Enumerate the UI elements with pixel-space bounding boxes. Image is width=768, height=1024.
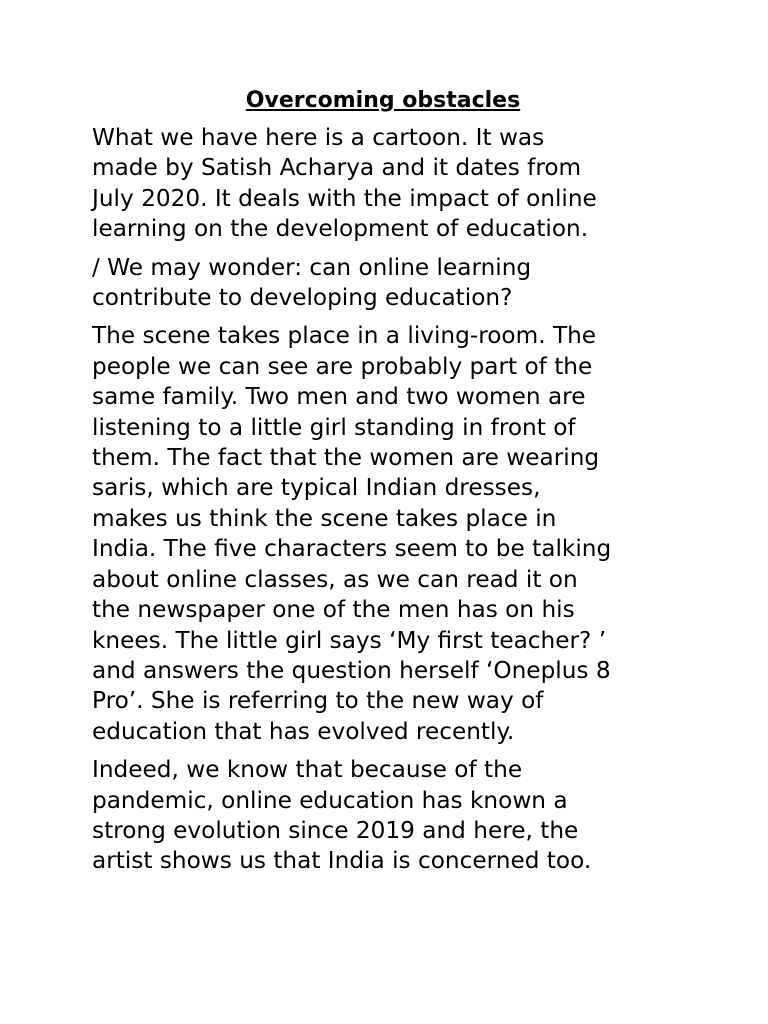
paragraph-introduction bbox=[92, 123, 682, 245]
text-line: pandemic, online education has known a bbox=[92, 786, 568, 814]
paragraph-context bbox=[92, 755, 682, 877]
text-line: listening to a little girl standing in front of bbox=[92, 413, 576, 441]
document-title: Overcoming obstacles bbox=[245, 88, 521, 113]
text-line: knees. The little girl says ‘My first teacher? ’ bbox=[92, 626, 607, 654]
text-line: people we can see are probably part of the bbox=[92, 352, 593, 380]
text-line: same family. Two men and two women are bbox=[92, 383, 586, 411]
text-line: artist shows us that India is concerned too. bbox=[92, 847, 592, 875]
text-line: about online classes, as we can read it on bbox=[92, 565, 578, 593]
text-line: Pro’. She is referring to the new way of bbox=[92, 687, 544, 715]
text-line: strong evolution since 2019 and here, the bbox=[92, 816, 579, 844]
text-line: India. The five characters seem to be talking bbox=[92, 535, 612, 563]
text-line: The scene takes place in a living-room. The bbox=[92, 322, 597, 350]
paragraph-question bbox=[92, 253, 682, 314]
text-line: What we have here is a cartoon. It was bbox=[92, 124, 545, 151]
text-line: made by Satish Acharya and it dates from bbox=[92, 154, 582, 182]
text-line: and answers the question herself ‘Oneplus 8 bbox=[92, 656, 611, 684]
text-line: them. The fact that the women are wearing bbox=[92, 444, 600, 472]
text-line: saris, which are typical Indian dresses, bbox=[92, 474, 541, 502]
document-page bbox=[92, 86, 682, 885]
text-line: Indeed, we know that because of the bbox=[92, 756, 523, 784]
text-line: education that has evolved recently. bbox=[92, 717, 515, 745]
text-line: makes us think the scene takes place in bbox=[92, 504, 557, 532]
text-line: / We may wonder: can online learning bbox=[92, 253, 532, 281]
text-line: the newspaper one of the men has on his bbox=[92, 596, 575, 624]
paragraph-description bbox=[92, 321, 682, 747]
text-line: contribute to developing education? bbox=[92, 284, 513, 312]
text-line: July 2020. It deals with the impact of online bbox=[92, 184, 597, 212]
text-line: learning on the development of education. bbox=[92, 215, 589, 243]
